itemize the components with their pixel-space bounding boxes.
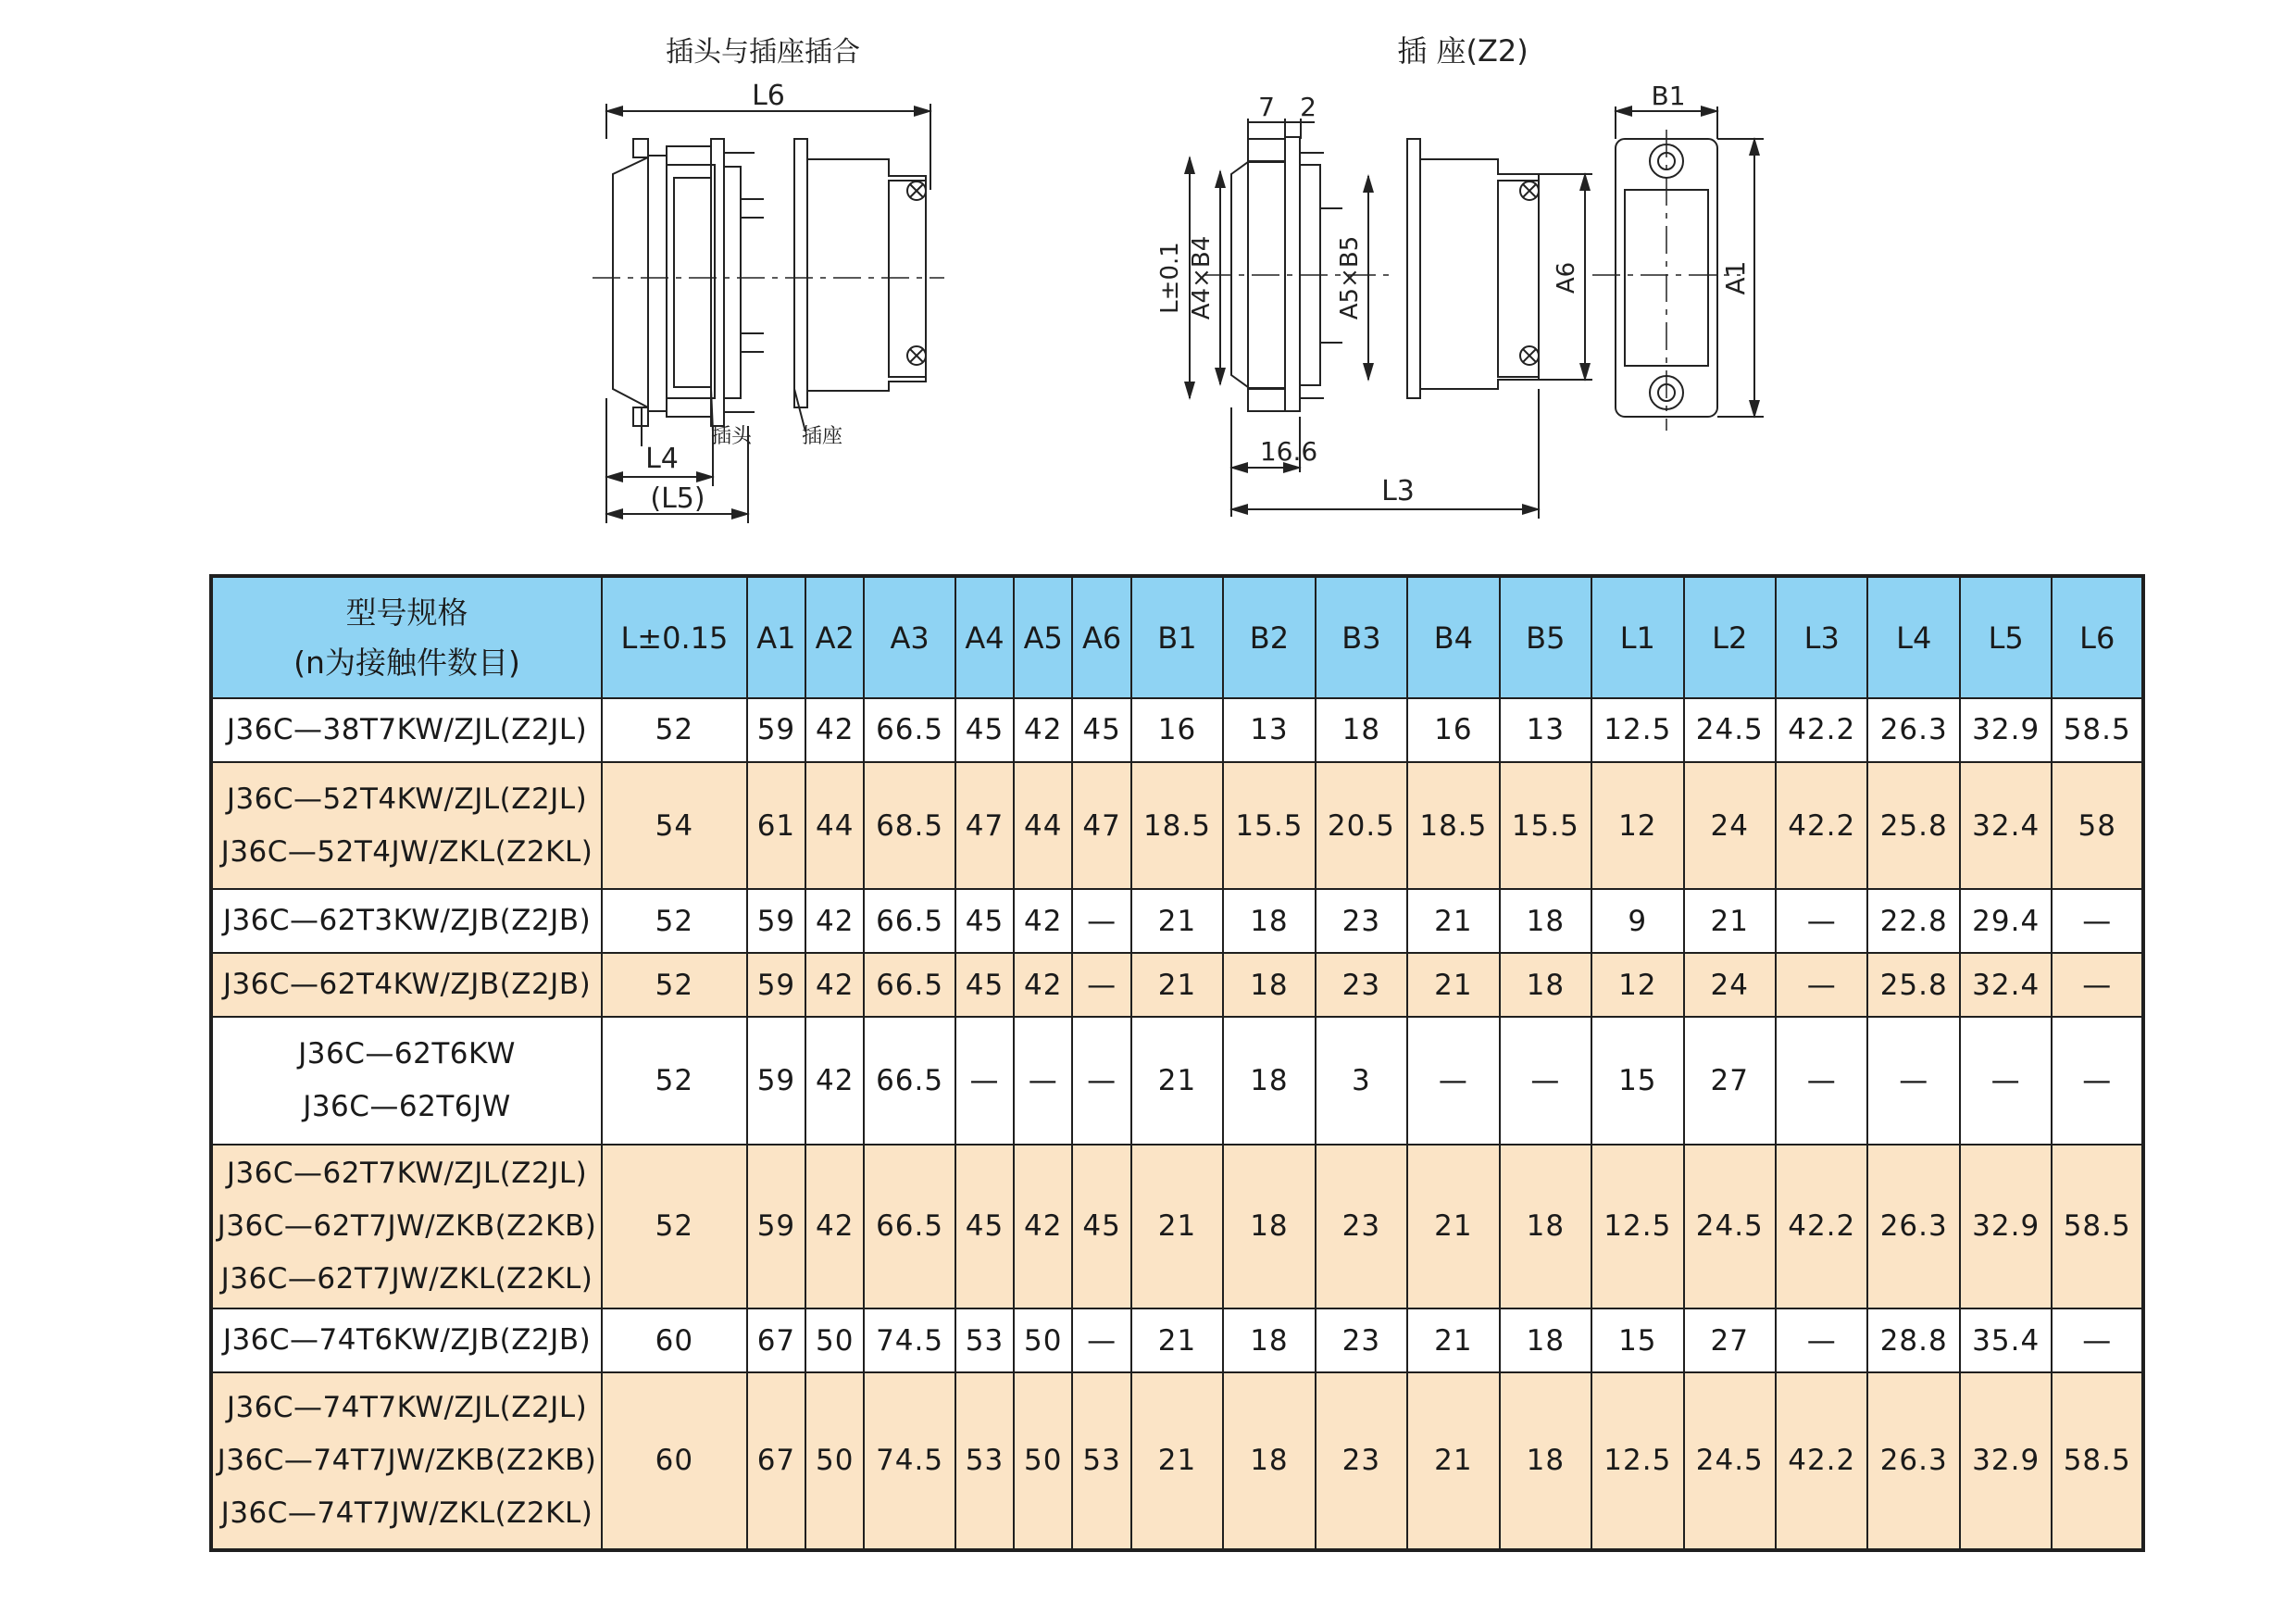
value-cell: 32.4 xyxy=(1960,953,2052,1017)
value-cell: 12.5 xyxy=(1591,698,1683,762)
mated-label-l6: L6 xyxy=(752,80,785,112)
column-header: L±0.15 xyxy=(602,576,747,698)
value-cell: 28.8 xyxy=(1867,1308,1959,1372)
value-cell: 32.9 xyxy=(1960,698,2052,762)
column-header: B5 xyxy=(1500,576,1591,698)
model-cell xyxy=(211,1372,602,1550)
receptacle-label-tol: L±0.1 xyxy=(1156,242,1184,314)
receptacle-label-a4b4: A4×B4 xyxy=(1188,235,1216,320)
value-cell: 18 xyxy=(1500,1145,1591,1309)
value-cell: 21 xyxy=(1684,889,1776,953)
receptacle-title: 插 座(Z2) xyxy=(1397,33,1529,69)
value-cell: — xyxy=(1776,953,1867,1017)
value-cell: 53 xyxy=(955,1308,1014,1372)
value-cell: 21 xyxy=(1131,889,1223,953)
column-header: B2 xyxy=(1223,576,1315,698)
header-row xyxy=(211,576,2143,698)
column-header: L5 xyxy=(1960,576,2052,698)
value-cell: 45 xyxy=(1072,1145,1130,1309)
receptacle-label-a6: A6 xyxy=(1553,261,1580,294)
model-name: J36C—74T7JW/ZKL(Z2KL) xyxy=(220,1496,593,1530)
value-cell: 3 xyxy=(1316,1017,1407,1145)
value-cell: 66.5 xyxy=(864,1017,955,1145)
value-cell: 50 xyxy=(805,1372,864,1550)
value-cell: 25.8 xyxy=(1867,953,1959,1017)
value-cell: 12 xyxy=(1591,762,1683,890)
value-cell: 53 xyxy=(1072,1372,1130,1550)
receptacle-label-a5b5: A5×B5 xyxy=(1336,235,1364,320)
value-cell: 44 xyxy=(1014,762,1072,890)
value-cell: 58.5 xyxy=(2052,1372,2143,1550)
value-cell: 68.5 xyxy=(864,762,955,890)
value-cell: 52 xyxy=(602,953,747,1017)
value-cell: 18 xyxy=(1223,1372,1315,1550)
value-cell: 24.5 xyxy=(1684,1372,1776,1550)
value-cell: — xyxy=(2052,1017,2143,1145)
mated-label-l5: (L5) xyxy=(650,482,705,515)
value-cell: 42 xyxy=(1014,953,1072,1017)
value-cell: 52 xyxy=(602,698,747,762)
value-cell: — xyxy=(1960,1017,2052,1145)
value-cell: 22.8 xyxy=(1867,889,1959,953)
value-cell: 59 xyxy=(747,953,805,1017)
column-header: L1 xyxy=(1591,576,1683,698)
receptacle-label-16-6: 16.6 xyxy=(1259,436,1318,467)
value-cell: 44 xyxy=(805,762,864,890)
value-cell: 21 xyxy=(1131,1145,1223,1309)
model-name: J36C—62T6KW xyxy=(298,1036,516,1070)
value-cell: 45 xyxy=(1072,698,1130,762)
table-row xyxy=(211,698,2143,762)
value-cell: 24.5 xyxy=(1684,1145,1776,1309)
value-cell: 42 xyxy=(1014,1145,1072,1309)
value-cell: 50 xyxy=(805,1308,864,1372)
value-cell: — xyxy=(1776,1017,1867,1145)
model-header-line1: 型号规格 xyxy=(345,594,468,631)
value-cell: 23 xyxy=(1316,1308,1407,1372)
column-header: L6 xyxy=(2052,576,2143,698)
value-cell: 66.5 xyxy=(864,889,955,953)
model-name: J36C—52T4KW/ZJL(Z2JL) xyxy=(226,782,588,816)
table-row xyxy=(211,762,2143,890)
value-cell: 18 xyxy=(1500,1372,1591,1550)
value-cell: 42.2 xyxy=(1776,762,1867,890)
table-body xyxy=(211,698,2143,1550)
model-column-header xyxy=(211,576,602,698)
value-cell: 50 xyxy=(1014,1372,1072,1550)
value-cell: 21 xyxy=(1131,1372,1223,1550)
value-cell: — xyxy=(1072,889,1130,953)
value-cell: 42.2 xyxy=(1776,698,1867,762)
value-cell: 15.5 xyxy=(1500,762,1591,890)
value-cell: 21 xyxy=(1131,1017,1223,1145)
value-cell: 27 xyxy=(1684,1308,1776,1372)
model-cell xyxy=(211,889,602,953)
value-cell: 18 xyxy=(1223,953,1315,1017)
value-cell: 21 xyxy=(1407,889,1499,953)
table-row xyxy=(211,1308,2143,1372)
value-cell: 12.5 xyxy=(1591,1372,1683,1550)
value-cell: 58.5 xyxy=(2052,1145,2143,1309)
value-cell: 54 xyxy=(602,762,747,890)
column-header: L4 xyxy=(1867,576,1959,698)
column-header: A1 xyxy=(747,576,805,698)
column-header: A3 xyxy=(864,576,955,698)
value-cell: 24 xyxy=(1684,953,1776,1017)
value-cell: 16 xyxy=(1131,698,1223,762)
value-cell: 13 xyxy=(1500,698,1591,762)
value-cell: 9 xyxy=(1591,889,1683,953)
value-cell: 59 xyxy=(747,1017,805,1145)
value-cell: 35.4 xyxy=(1960,1308,2052,1372)
value-cell: 45 xyxy=(955,889,1014,953)
value-cell: 21 xyxy=(1407,1145,1499,1309)
model-name: J36C—52T4JW/ZKL(Z2KL) xyxy=(220,834,593,869)
value-cell: — xyxy=(2052,889,2143,953)
value-cell: 32.9 xyxy=(1960,1372,2052,1550)
value-cell: — xyxy=(1776,889,1867,953)
value-cell: 42 xyxy=(805,953,864,1017)
model-name: J36C—62T4KW/ZJB(Z2JB) xyxy=(222,968,592,1002)
mated-label-l4: L4 xyxy=(645,443,679,475)
value-cell: 45 xyxy=(955,1145,1014,1309)
value-cell: 32.9 xyxy=(1960,1145,2052,1309)
value-cell: 20.5 xyxy=(1316,762,1407,890)
value-cell: 66.5 xyxy=(864,953,955,1017)
receptacle-label-7: 7 xyxy=(1258,92,1275,122)
value-cell: — xyxy=(1500,1017,1591,1145)
value-cell: 23 xyxy=(1316,953,1407,1017)
value-cell: 18 xyxy=(1223,889,1315,953)
value-cell: — xyxy=(2052,1308,2143,1372)
model-name: J36C—62T7JW/ZKL(Z2KL) xyxy=(220,1261,593,1296)
value-cell: — xyxy=(955,1017,1014,1145)
model-cell xyxy=(211,1017,602,1145)
value-cell: 18 xyxy=(1223,1308,1315,1372)
column-header: A6 xyxy=(1072,576,1130,698)
value-cell: 42 xyxy=(805,889,864,953)
value-cell: — xyxy=(1072,953,1130,1017)
value-cell: 59 xyxy=(747,698,805,762)
value-cell: 23 xyxy=(1316,1145,1407,1309)
value-cell: 60 xyxy=(602,1372,747,1550)
value-cell: 74.5 xyxy=(864,1308,955,1372)
value-cell: 21 xyxy=(1407,953,1499,1017)
column-header: B3 xyxy=(1316,576,1407,698)
model-name: J36C—62T7KW/ZJL(Z2JL) xyxy=(226,1156,588,1190)
value-cell: 26.3 xyxy=(1867,698,1959,762)
value-cell: 18 xyxy=(1500,1308,1591,1372)
value-cell: — xyxy=(1014,1017,1072,1145)
value-cell: 59 xyxy=(747,1145,805,1309)
value-cell: 29.4 xyxy=(1960,889,2052,953)
value-cell: 21 xyxy=(1131,953,1223,1017)
receptacle-label-b1: B1 xyxy=(1651,81,1686,111)
table-row xyxy=(211,1145,2143,1309)
model-name: J36C—74T7KW/ZJL(Z2JL) xyxy=(226,1390,588,1424)
spec-table xyxy=(209,574,2145,1552)
model-name: J36C—62T3KW/ZJB(Z2JB) xyxy=(222,904,592,938)
value-cell: 52 xyxy=(602,1017,747,1145)
table-row xyxy=(211,1372,2143,1550)
value-cell: 16 xyxy=(1407,698,1499,762)
table-row xyxy=(211,1017,2143,1145)
model-name: J36C—38T7KW/ZJL(Z2JL) xyxy=(226,712,588,746)
column-header: B1 xyxy=(1131,576,1223,698)
model-cell xyxy=(211,698,602,762)
value-cell: 74.5 xyxy=(864,1372,955,1550)
receptacle-front-drawing xyxy=(1592,81,1764,431)
value-cell: 24 xyxy=(1684,762,1776,890)
value-cell: — xyxy=(1407,1017,1499,1145)
mated-drawing xyxy=(593,36,944,523)
value-cell: 18 xyxy=(1316,698,1407,762)
value-cell: 18 xyxy=(1223,1017,1315,1145)
value-cell: 13 xyxy=(1223,698,1315,762)
value-cell: 15.5 xyxy=(1223,762,1315,890)
model-name: J36C—74T6KW/ZJB(Z2JB) xyxy=(222,1323,592,1358)
column-header: L2 xyxy=(1684,576,1776,698)
value-cell: 18 xyxy=(1500,889,1591,953)
table-row xyxy=(211,953,2143,1017)
value-cell: 58.5 xyxy=(2052,698,2143,762)
value-cell: 26.3 xyxy=(1867,1372,1959,1550)
value-cell: 15 xyxy=(1591,1308,1683,1372)
value-cell: 45 xyxy=(955,698,1014,762)
value-cell: 42.2 xyxy=(1776,1372,1867,1550)
value-cell: 21 xyxy=(1407,1308,1499,1372)
column-header: A5 xyxy=(1014,576,1072,698)
technical-drawings xyxy=(0,0,2296,556)
value-cell: 42 xyxy=(805,1017,864,1145)
mated-label-plug: 插头 xyxy=(710,425,753,448)
receptacle-label-a1: A1 xyxy=(1720,260,1751,295)
value-cell: 67 xyxy=(747,1308,805,1372)
receptacle-label-l3: L3 xyxy=(1381,475,1415,507)
column-header: L3 xyxy=(1776,576,1867,698)
value-cell: — xyxy=(2052,953,2143,1017)
value-cell: 42 xyxy=(805,1145,864,1309)
value-cell: 45 xyxy=(955,953,1014,1017)
value-cell: 21 xyxy=(1131,1308,1223,1372)
value-cell: 47 xyxy=(1072,762,1130,890)
value-cell: 42 xyxy=(1014,698,1072,762)
value-cell: 52 xyxy=(602,889,747,953)
receptacle-drawing xyxy=(1156,33,1592,519)
value-cell: — xyxy=(1867,1017,1959,1145)
value-cell: 23 xyxy=(1316,889,1407,953)
value-cell: 27 xyxy=(1684,1017,1776,1145)
value-cell: 26.3 xyxy=(1867,1145,1959,1309)
value-cell: 53 xyxy=(955,1372,1014,1550)
column-header: A2 xyxy=(805,576,864,698)
model-cell xyxy=(211,1145,602,1309)
value-cell: 32.4 xyxy=(1960,762,2052,890)
model-name: J36C—62T6JW xyxy=(303,1089,511,1123)
column-header: B4 xyxy=(1407,576,1499,698)
model-name: J36C—74T7JW/ZKB(Z2KB) xyxy=(217,1443,597,1477)
value-cell: 12 xyxy=(1591,953,1683,1017)
value-cell: 18 xyxy=(1500,953,1591,1017)
value-cell: 66.5 xyxy=(864,698,955,762)
value-cell: 12.5 xyxy=(1591,1145,1683,1309)
value-cell: 50 xyxy=(1014,1308,1072,1372)
value-cell: 21 xyxy=(1407,1372,1499,1550)
value-cell: — xyxy=(1776,1308,1867,1372)
value-cell: 67 xyxy=(747,1372,805,1550)
mated-title: 插头与插座插合 xyxy=(666,36,860,69)
value-cell: 61 xyxy=(747,762,805,890)
model-cell xyxy=(211,762,602,890)
value-cell: 42 xyxy=(1014,889,1072,953)
receptacle-label-2: 2 xyxy=(1300,92,1316,122)
value-cell: 15 xyxy=(1591,1017,1683,1145)
value-cell: 42 xyxy=(805,698,864,762)
value-cell: 60 xyxy=(602,1308,747,1372)
value-cell: 18.5 xyxy=(1407,762,1499,890)
mated-label-receptacle: 插座 xyxy=(801,425,843,448)
value-cell: 25.8 xyxy=(1867,762,1959,890)
value-cell: 42.2 xyxy=(1776,1145,1867,1309)
value-cell: 18.5 xyxy=(1131,762,1223,890)
model-cell xyxy=(211,1308,602,1372)
model-name: J36C—62T7JW/ZKB(Z2KB) xyxy=(217,1208,597,1243)
column-header: A4 xyxy=(955,576,1014,698)
model-header-line2: (n为接触件数目) xyxy=(293,644,520,681)
value-cell: 59 xyxy=(747,889,805,953)
value-cell: — xyxy=(1072,1308,1130,1372)
value-cell: 47 xyxy=(955,762,1014,890)
value-cell: 66.5 xyxy=(864,1145,955,1309)
value-cell: 58 xyxy=(2052,762,2143,890)
table-row xyxy=(211,889,2143,953)
value-cell: — xyxy=(1072,1017,1130,1145)
value-cell: 24.5 xyxy=(1684,698,1776,762)
value-cell: 52 xyxy=(602,1145,747,1309)
value-cell: 18 xyxy=(1223,1145,1315,1309)
model-cell xyxy=(211,953,602,1017)
value-cell: 23 xyxy=(1316,1372,1407,1550)
